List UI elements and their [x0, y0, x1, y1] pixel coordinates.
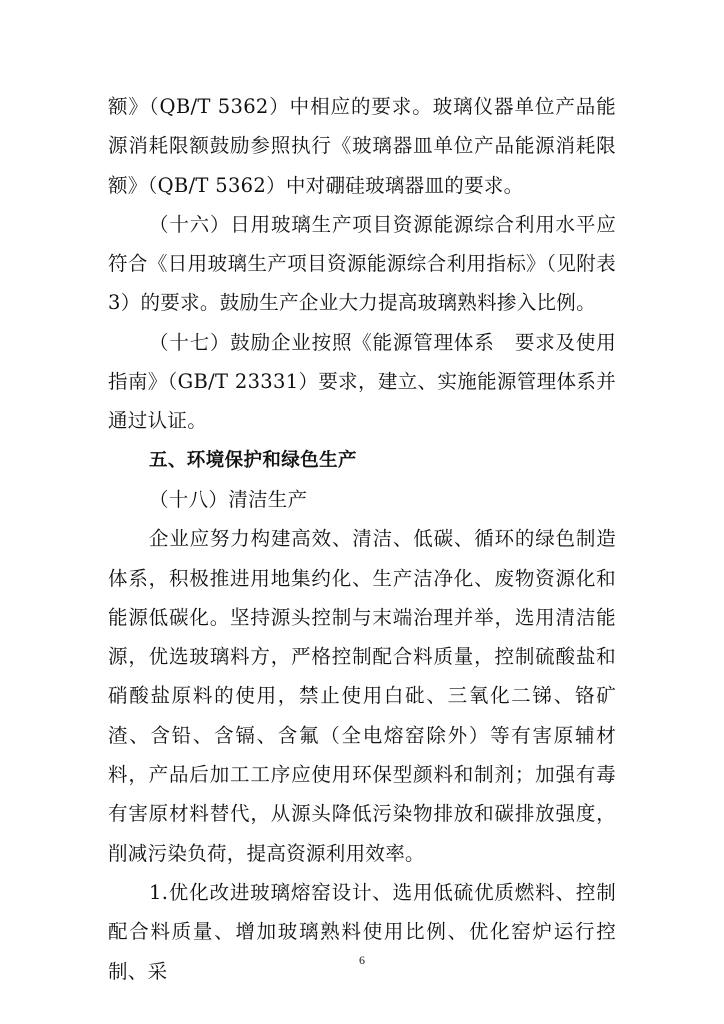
paragraph-18-clean-production-title: （十八）清洁生产 — [149, 487, 308, 511]
paragraph-17-energy-management: （十七）鼓励企业按照《能源管理体系 要求及使用指南》（GB/T 23331）要求，建立、实施能源管理体系并通过认证。 — [108, 330, 616, 433]
paragraph-item-1-furnace: 1.优化改进玻璃熔窑设计、选用低硫优质燃料、控制配合料质量、增加玻璃熟料使用比例、优化窑炉运行控制、采 — [108, 880, 616, 983]
paragraph-clean-production-body: 企业应努力构建高效、清洁、低碳、循环的绿色制造体系，积极推进用地集约化、生产洁净化、废物资源化和能源低碳化。坚持源头控制与末端治理并举，选用清洁能源，优选玻璃料方，严格控制配合料质量，控制硫酸盐和硝酸盐原料的使用，禁止使用白砒、三氧化二锑、铬矿渣、含铅、含镉、含氟（全电熔窑除外）等有害原辅材料，产品后加工工序应使用环保型颜料和制剂；加强有毒有害原材料替代，从源头降低污染物排放和碳排放强度，削减污染负荷，提高资源利用效率。 — [108, 527, 616, 865]
paragraph-energy-limit-cont: 额》（QB/T 5362）中相应的要求。玻璃仪器单位产品能源消耗限额鼓励参照执行《玻璃器皿单位产品能源消耗限额》（QB/T 5362）中对硼硅玻璃器皿的要求。 — [108, 95, 616, 197]
page-body — [108, 87, 616, 991]
paragraph-16-resource-utilization: （十六）日用玻璃生产项目资源能源综合利用水平应符合《日用玻璃生产项目资源能源综合利用指标》（见附表 3）的要求。鼓励生产企业大力提高玻璃熟料掺入比例。 — [108, 212, 616, 315]
section-heading-environment: 五、环境保护和绿色生产 — [149, 449, 357, 471]
page-number: 6 — [359, 953, 365, 967]
